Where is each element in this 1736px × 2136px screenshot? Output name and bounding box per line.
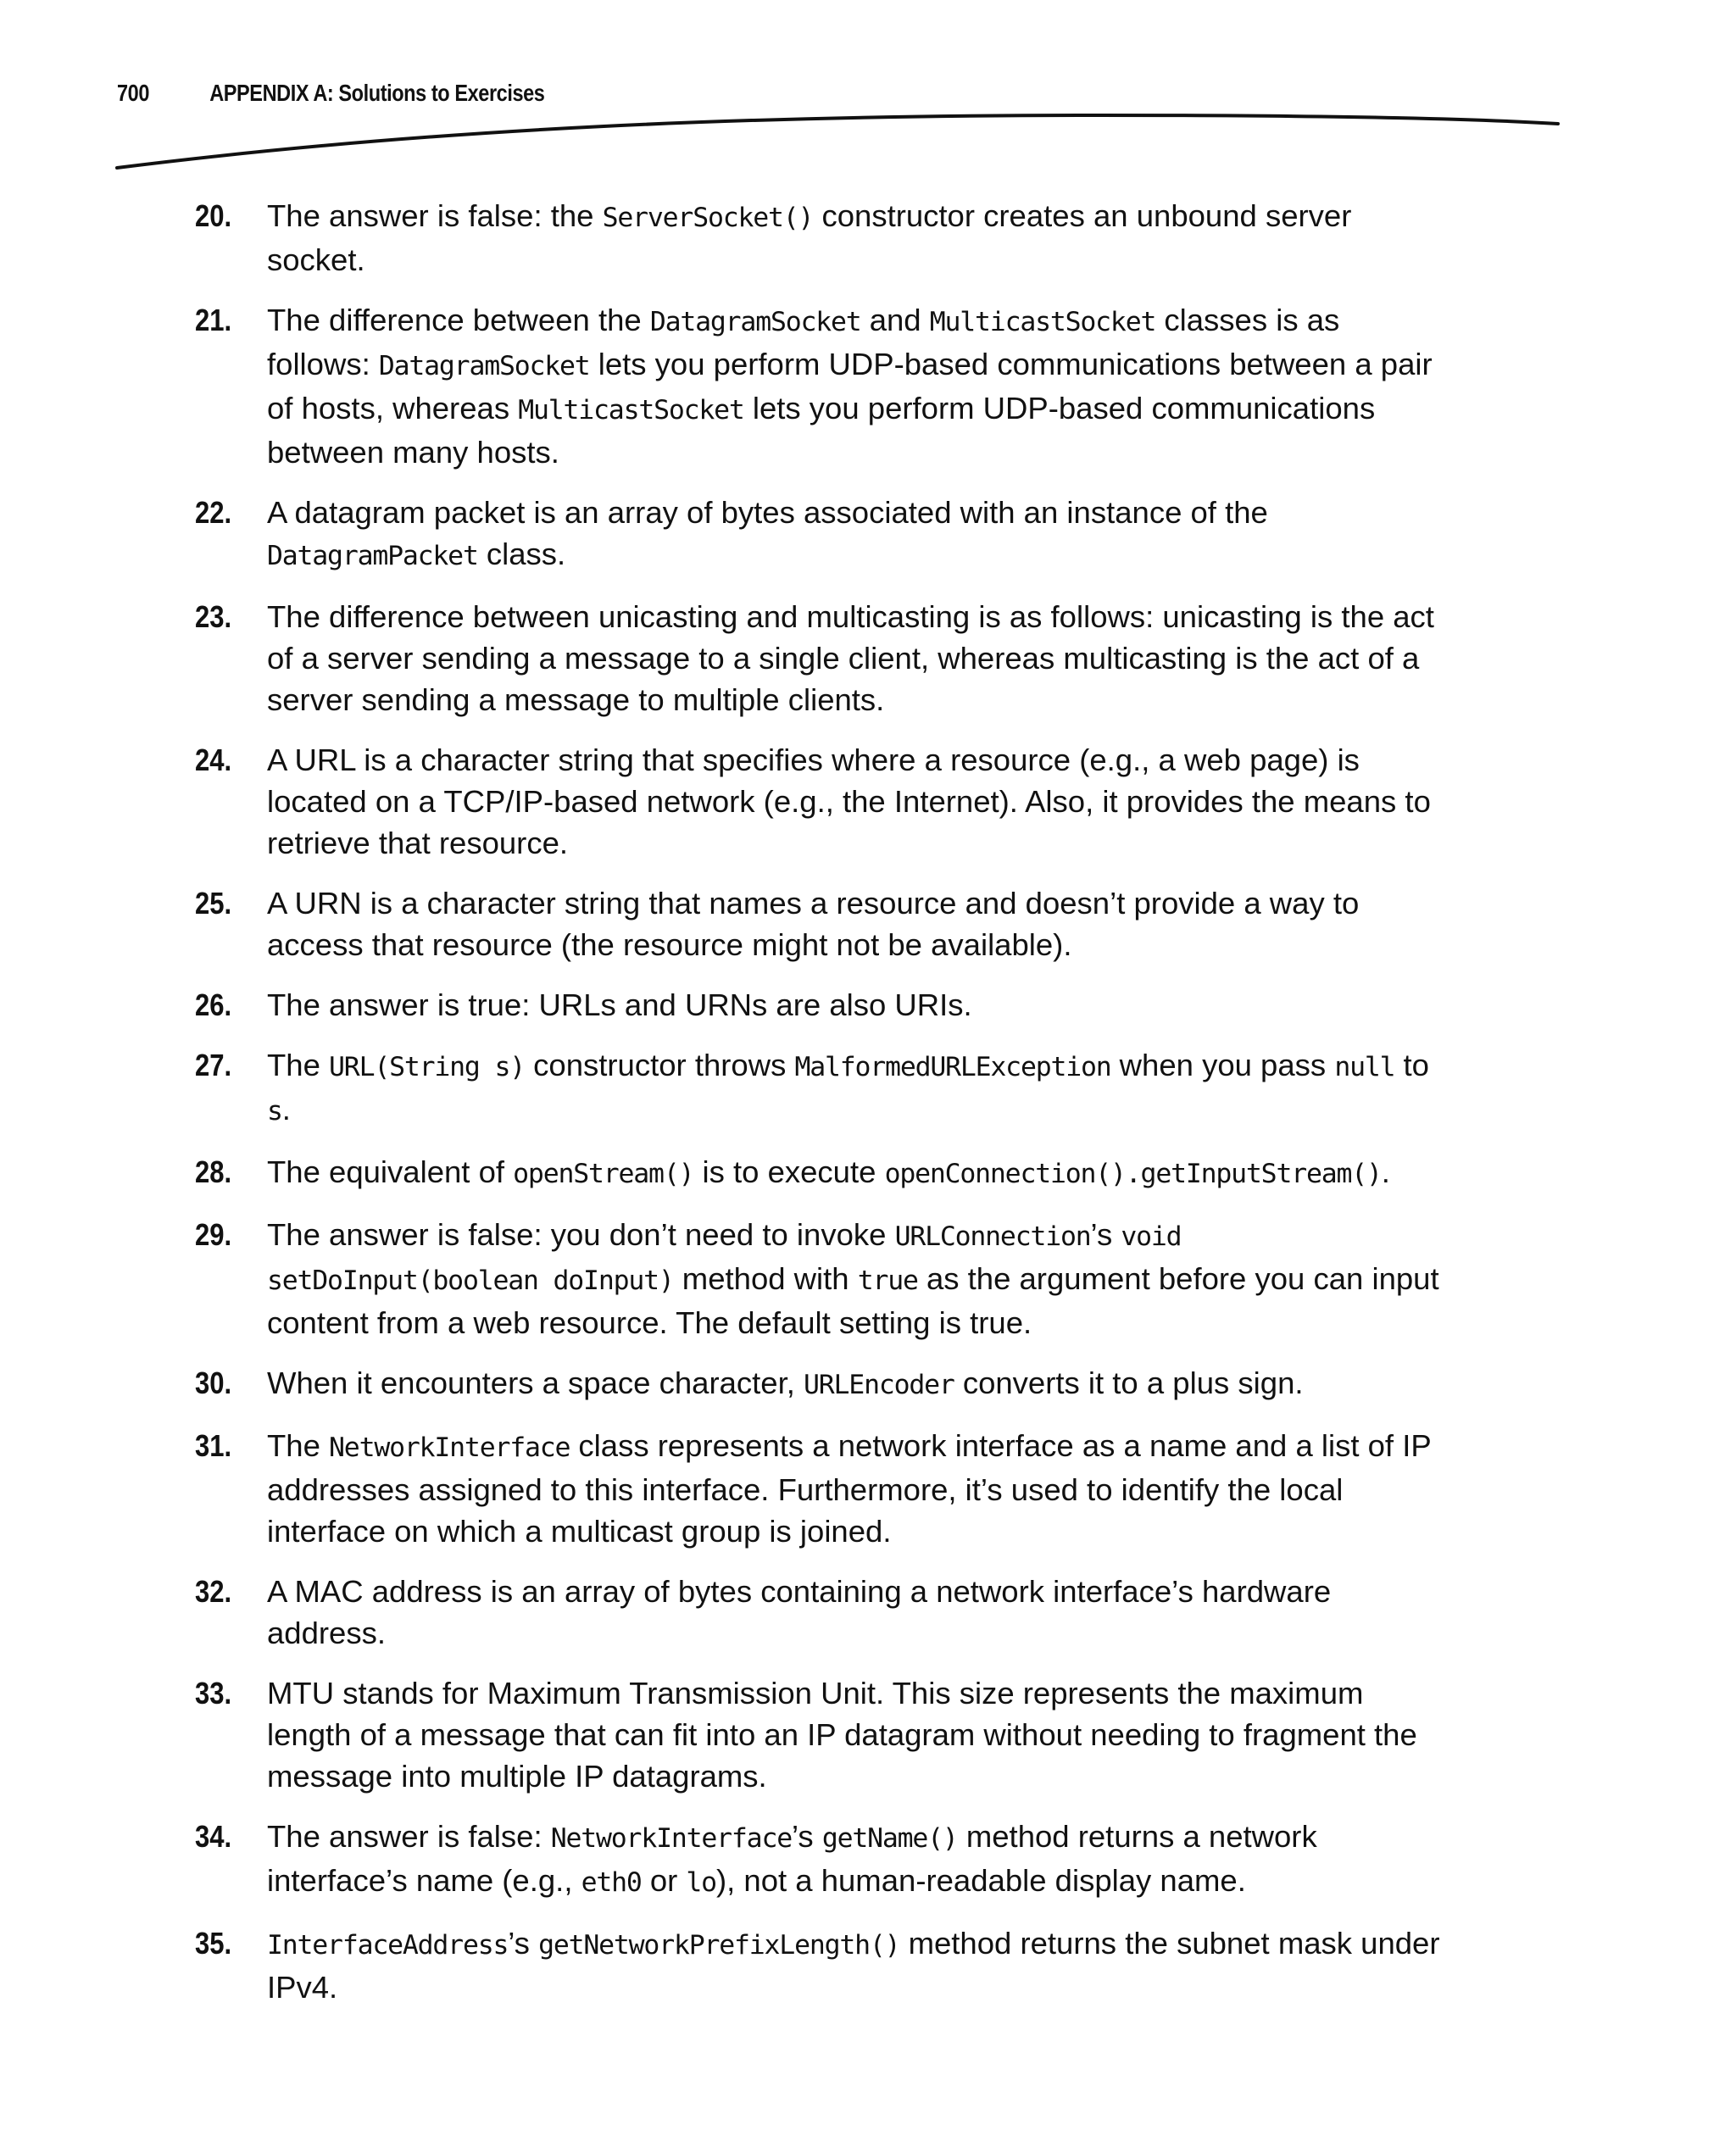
text-run: and [860,303,930,337]
text-run: A URL is a character string that specifies where a resource (e.g., a web page) is located on a TCP/IP-based network (e.g., the Internet). Also, it provides the means to retrieve that resource. [267,743,1431,860]
answer-text [267,492,1441,577]
text-run: constructor creates an unbound server socket. [267,198,1352,277]
answer-number: 34. [195,1819,232,1854]
answer-item [195,882,1441,965]
answer-number: 31. [195,1428,232,1463]
answer-text [267,1425,1441,1552]
answer-text [267,1672,1441,1797]
answer-text [267,195,1441,281]
text-run: lets you perform UDP-based communications between many hosts. [267,391,1376,470]
answer-text [267,1151,1441,1195]
answer-item [195,1151,1441,1195]
answer-number: 29. [195,1217,232,1252]
code-identifier: DatagramPacket [267,541,478,571]
text-run: The answer is false: [267,1819,551,1854]
code-identifier: InterfaceAddress [267,1930,509,1961]
answer-item [195,1425,1441,1552]
text-run: A datagram packet is an array of bytes associated with an instance of the [267,495,1268,530]
code-identifier: true [857,1265,918,1296]
code-identifier: MulticastSocket [929,307,1156,337]
text-run: class. [477,537,566,571]
answer-item [195,299,1441,473]
text-run: A URN is a character string that names a resource and doesn’t provide a way to access that resource (the resource might not be available). [267,886,1360,962]
answer-number: 22. [195,495,232,530]
code-identifier: getName() [821,1823,958,1854]
answer-number: 32. [195,1574,232,1609]
answer-item [195,1922,1441,2008]
answer-item [195,1044,1441,1132]
text-run: The [267,1048,330,1082]
text-run: The answer is false: you don’t need to invoke [267,1217,895,1252]
text-run: lets you perform UDP-based communications between a pair of hosts, whereas [267,347,1433,426]
code-identifier: void setDoInput(boolean doInput) [267,1221,1182,1296]
answer-list [195,195,1441,2027]
answer-number: 25. [195,886,232,921]
text-run: to [1394,1048,1429,1082]
text-run: class represents a network interface as a name and a list of IP addresses assigned to this interface. Furthermore, it’s used to identify the local interface on which a multicast group is joined. [267,1428,1432,1549]
answer-number: 35. [195,1926,232,1961]
text-run: as the argument before you can input content from a web resource. The default setting is true. [267,1261,1439,1340]
answer-text [267,882,1441,965]
answer-text [267,299,1441,473]
answer-item [195,1362,1441,1406]
code-identifier: NetworkInterface [550,1823,792,1854]
code-identifier: s [267,1096,282,1126]
text-run: ’s [1090,1217,1121,1252]
code-identifier: ServerSocket() [602,203,814,233]
code-identifier: openStream() [513,1159,694,1189]
answer-number: 26. [195,987,232,1022]
code-identifier: openConnection().getInputStream() [884,1159,1382,1189]
text-run: method returns a network interface’s name (e.g., [267,1819,1317,1898]
answer-item [195,739,1441,864]
text-run: The answer is false: the [267,198,603,233]
answer-item [195,1214,1441,1343]
page-number: 700 [117,80,149,106]
answer-number: 23. [195,599,232,634]
answer-text [267,739,1441,864]
text-run: ’s [791,1819,822,1854]
text-run: is to execute [693,1154,885,1189]
answer-number: 30. [195,1366,232,1400]
text-run: converts it to a plus sign. [954,1366,1304,1400]
text-run: when you pass [1110,1048,1335,1082]
text-run: The difference between the [267,303,650,337]
text-run: classes is as follows: [267,303,1340,381]
answer-text [267,1362,1441,1406]
code-identifier: getNetworkPrefixLength() [538,1930,900,1961]
text-run: . [281,1092,291,1126]
running-title: APPENDIX A: Solutions to Exercises [209,80,545,106]
answer-text [267,596,1441,720]
text-run: MTU stands for Maximum Transmission Unit. This size represents the maximum length of a message that can fit into an IP datagram without needing to fragment the message into multiple IP datagrams. [267,1676,1417,1794]
answer-number: 33. [195,1676,232,1710]
text-run: constructor throws [525,1048,795,1082]
code-identifier: eth0 [581,1867,642,1898]
answer-item [195,1672,1441,1797]
text-run: When it encounters a space character, [267,1366,804,1400]
answer-number: 27. [195,1048,232,1082]
text-run: or [641,1863,687,1898]
text-run: A MAC address is an array of bytes containing a network interface’s hardware address. [267,1574,1332,1650]
text-run: ’s [508,1926,539,1961]
header-rule [0,0,1736,186]
answer-number: 28. [195,1154,232,1189]
code-identifier: lo [686,1867,716,1898]
text-run: The difference between unicasting and multicasting is as follows: unicasting is the act of a server sending a message to a single client, whereas multicasting is the act of a server sending a message to multiple clients. [267,599,1434,717]
answer-text [267,1214,1441,1343]
text-run: The [267,1428,330,1463]
text-run: The equivalent of [267,1154,514,1189]
answer-text [267,984,1441,1026]
code-identifier: URLEncoder [804,1370,954,1400]
answer-text [267,1571,1441,1654]
answer-item [195,1571,1441,1654]
text-run: . [1381,1154,1390,1189]
answer-item [195,984,1441,1026]
code-identifier: MulticastSocket [518,395,744,426]
code-identifier: null [1334,1052,1395,1082]
code-identifier: DatagramSocket [378,351,590,381]
code-identifier: DatagramSocket [649,307,861,337]
answer-item [195,195,1441,281]
answer-item [195,1816,1441,1904]
answer-text [267,1922,1441,2008]
text-run: The answer is true: URLs and URNs are also URIs. [267,987,972,1022]
answer-number: 24. [195,743,232,777]
answer-text [267,1044,1441,1132]
text-run: method returns the subnet mask under IPv4. [267,1926,1440,2005]
answer-item [195,596,1441,720]
code-identifier: NetworkInterface [329,1432,570,1463]
code-identifier: URL(String s) [329,1052,525,1082]
answer-text [267,1816,1441,1904]
text-run: ), not a human-readable display name. [715,1863,1246,1898]
answer-number: 20. [195,198,232,233]
answer-item [195,492,1441,577]
code-identifier: MalformedURLException [794,1052,1111,1082]
code-identifier: URLConnection [894,1221,1091,1252]
answer-number: 21. [195,303,232,337]
text-run: method with [673,1261,858,1296]
